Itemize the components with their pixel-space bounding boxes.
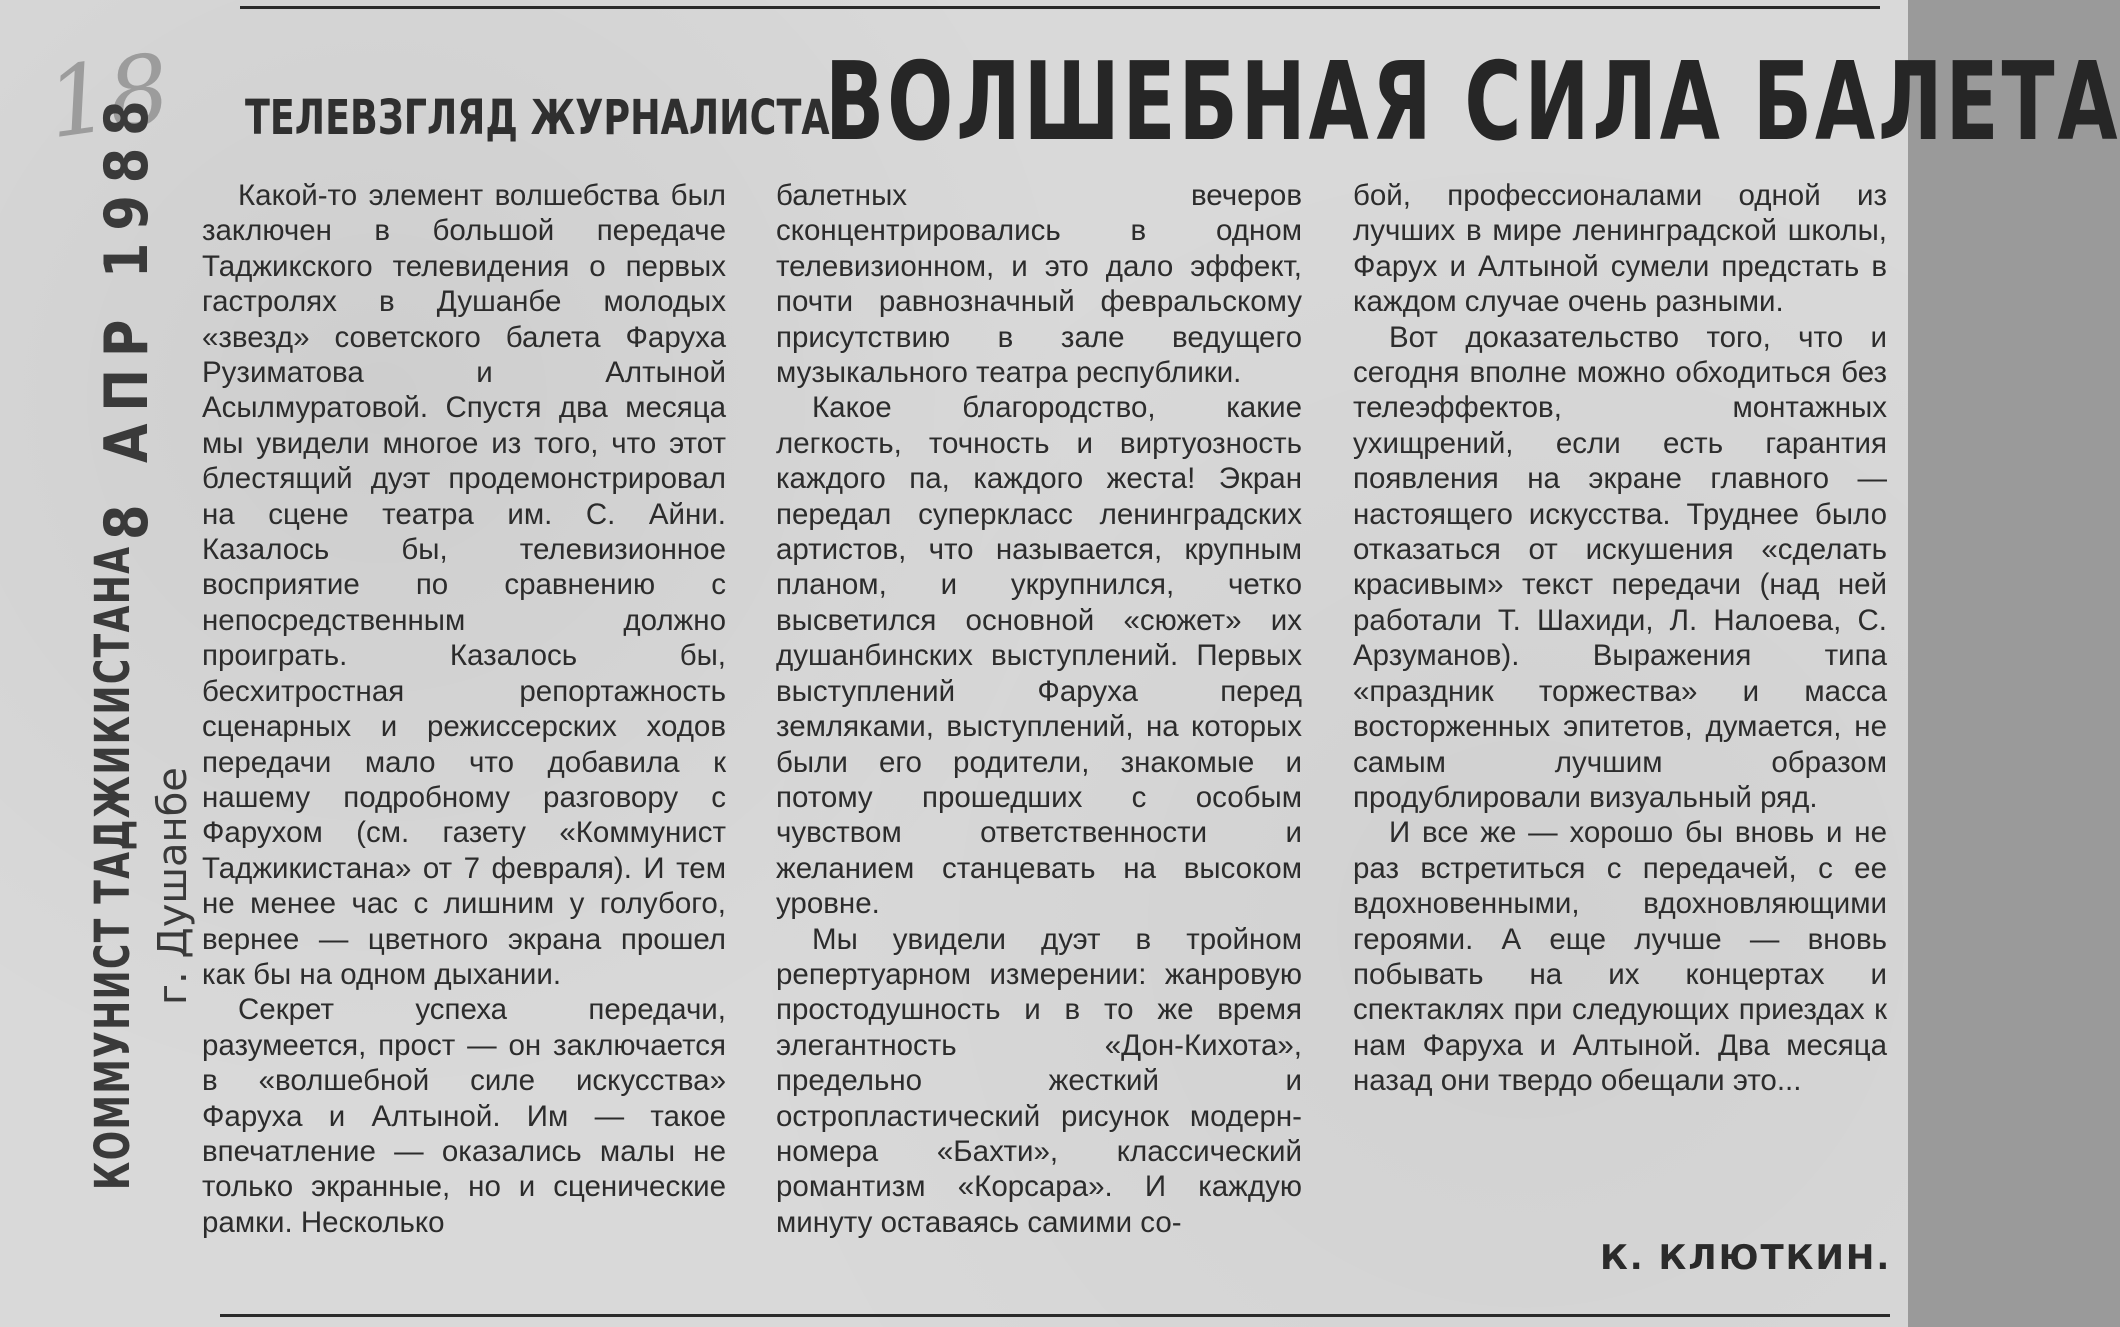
paragraph: Мы увидели дуэт в тройном репертуарном измерении: жанровую простодушность и в то же время элегантность «Дон-Кихота», предельно жесткий и остропластический рисунок модерн-номера «Бахти», классический романтизм «Корсара». И каждую минуту оставаясь самими со- bbox=[776, 922, 1302, 1239]
stamp-newspaper-name: КОММУНИСТ ТАДЖИКИСТАНА bbox=[85, 545, 141, 1190]
paragraph: балетных вечеров сконцентрировались в одном телевизионном, и это дало эффект, почти равнозначный февральскому присутствию в зале ведущего музыкального театра республики. bbox=[776, 179, 1302, 390]
paragraph: Какое благородство, какие легкость, точность и виртуозность каждого па, каждого жеста! Экран передал суперкласс ленинградских артистов, что называется, крупным планом, и укрупнился, четко высветился основной «сюжет» их душанбинских выступлений. Первых выступлений Фаруха перед земляками, выступлений, на которых были его родители, знакомые и потому прошедших с особым чувством ответственности и желанием станцевать на высоком уровне. bbox=[776, 391, 1302, 921]
headline: ВОЛШЕБНАЯ СИЛА БАЛЕТА bbox=[825, 40, 2120, 165]
paragraph: И все же — хорошо бы вновь и не раз встретиться с передачей, с ее вдохновенными, вдохновляющими героями. А еще лучше — вновь побывать на их концертах и спектаклях при следующих приездах к нам Фаруха и Алтыной. Два месяца назад они твердо обещали это... bbox=[1353, 816, 1887, 1098]
byline: К. КЛЮТКИН. bbox=[1600, 1238, 1892, 1278]
paragraph: Какой-то элемент волшебства был заключен в большой передаче Таджикского телевидения о первых гастролях в Душанбе молодых «звезд» советского балета Фаруха Рузиматова и Алтыной Асылмуратовой. Спустя два месяца мы увидели многое из того, что этот блестящий дуэт продемонстрировал на сцене театра им. С. Айни. Казалось бы, телевизионное восприятие по сравнению с непосредственным должно проиграть. Казалось бы, бесхитростная репортажность сценарных и режиссерских ходов передачи мало что добавила к нашему подробному разговору с Фарухом (см. газету «Коммунист Таджикистана» от 7 февраля). И тем не менее час с лишним у голубого, вернее — цветного экрана прошел как бы на одном дыхании. bbox=[202, 179, 726, 991]
stamp-city: г. Душанбе bbox=[150, 767, 196, 1005]
pencil-mark: 18 bbox=[40, 32, 177, 161]
article-column-3 bbox=[1353, 178, 1887, 1278]
top-rule bbox=[240, 6, 1880, 9]
rubric: ТЕЛЕВЗГЛЯД ЖУРНАЛИСТА bbox=[245, 90, 830, 146]
stamp-date: 8 АПР 1988 bbox=[92, 88, 162, 540]
article-column-2 bbox=[776, 178, 1302, 1278]
article-column-1 bbox=[202, 178, 726, 1278]
paragraph: бой, профессионалами одной из лучших в мире ленинградской школы, Фарух и Алтыной сумели предстать в каждом случае очень разными. bbox=[1353, 179, 1887, 319]
bottom-rule bbox=[220, 1314, 1890, 1317]
paragraph: Секрет успеха передачи, разумеется, прост — он заключается в «волшебной силе искусства» Фаруха и Алтыной. Им — такое впечатление — оказались малы не только экранные, но и сценические рамки. Несколько bbox=[202, 993, 726, 1239]
paragraph: Вот доказательство того, что и сегодня вполне можно обходиться без телеэффектов, монтажных ухищрений, если есть гарантия появления на экране главного — настоящего искусства. Труднее было отказаться от искушения «сделать красивым» текст передачи (над ней работали Т. Шахиди, Л. Налоева, С. Арзуманов). Выражения типа «праздник торжества» и масса восторженных эпитетов, думается, не самым лучшим образом продублировали визуальный ряд. bbox=[1353, 320, 1887, 814]
